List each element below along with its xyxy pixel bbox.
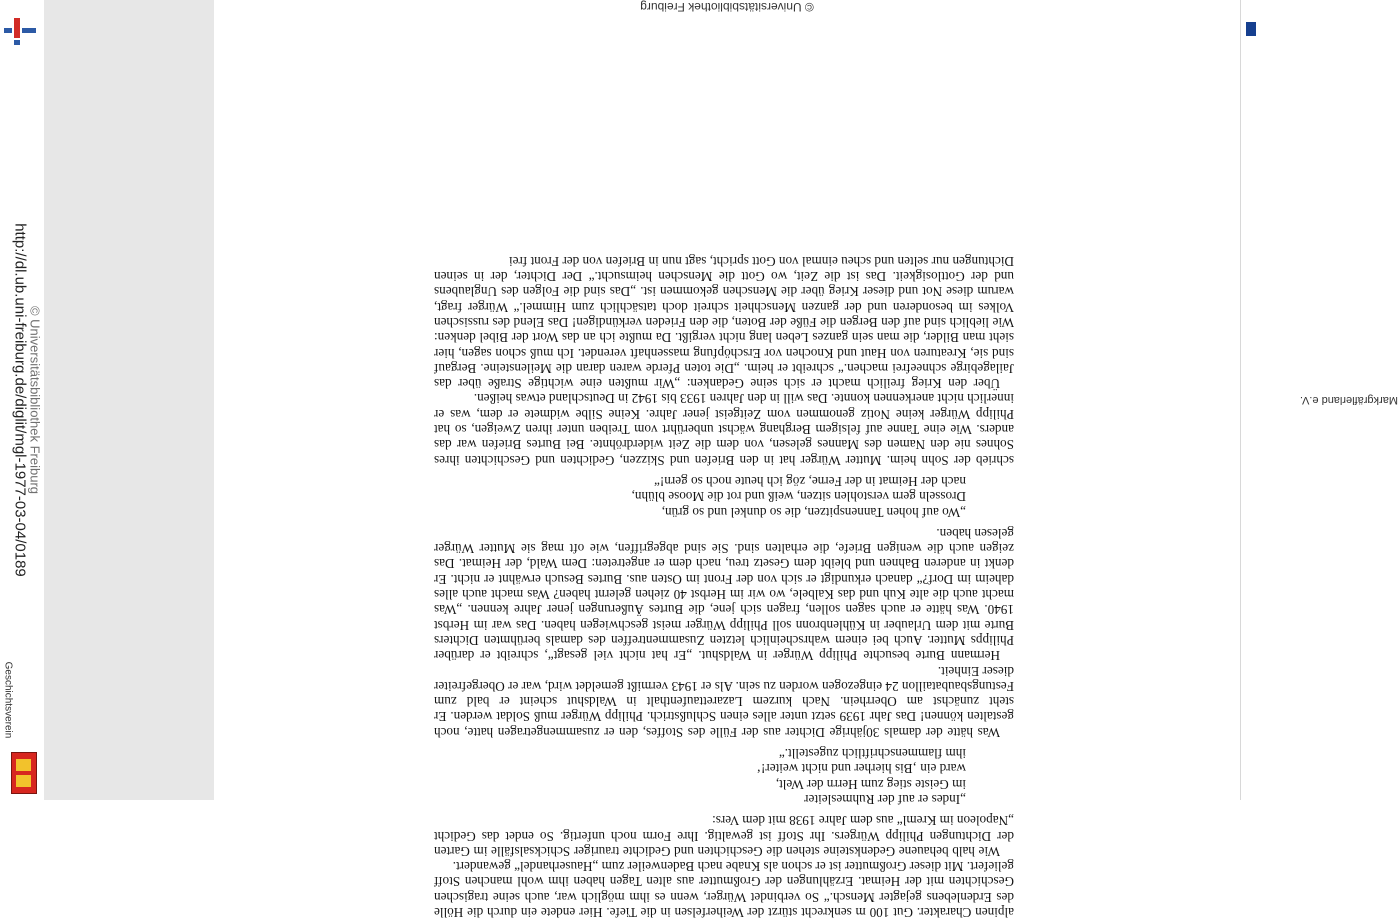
bookmark-marker-icon[interactable]: [1246, 22, 1256, 36]
verse-tannenspitzen: [434, 474, 966, 520]
verse-line: „Wo auf hohen Tannenspitzen, die so dunkel und so grün,: [661, 504, 966, 520]
society-label: Geschichtsverein: [2, 661, 14, 739]
paragraph: Wie halb behauene Gedenksteine stehen die Geschichten und Gedichte trauriger Schicksalsfälle im Garten der Dichtungen Philipp Würgers. Ihr Stoff ist gewaltig. Ihre Form noch unfertig. So endet das Gedicht „Napoleon im Kreml“ aus dem Jahre 1938 mit dem Vers:: [434, 813, 1014, 859]
society-crest-icon: [11, 752, 37, 794]
copyright-notice: © Universitätsbibliothek Freiburg: [27, 305, 43, 495]
verse-line: ward ein ‚Bis hierher und nicht weiter!‘: [756, 761, 966, 777]
verse-line: Drosseln gern verstohlen sitzen, weiß und rot die Moose blühn,: [631, 489, 966, 505]
verse-line: ihm flammenschriftlich zugestellt.“: [778, 746, 966, 762]
verse-line: nach der Heimat in der Ferne, zög ich heute noch so gern!“: [654, 473, 966, 489]
verse-line: „Indes er auf der Ruhmesleiter: [804, 791, 966, 807]
source-url[interactable]: http://dl.ub.uni-freiburg.de/diglit/mgl-1977-03-04/0189: [11, 223, 29, 577]
right-credit: Markgräflerland e.V.: [1299, 394, 1398, 406]
paragraph: Was hätte der damals 30jährige Dichter aus der Fülle des Stoffes, den er zusammengetragen hatte, noch gestalten können! Das Jahr 1939 setzt unter alles einen Schlußstrich. Philipp Würger muß Soldat werden. Er steht zunächst am Oberrhein. Nach kurzem Lazarettaufenthalt in Waldshut scheint er bald zum Festungsbaubataillon 24 eingezogen worden zu sein. Als er 1943 vermißt gemeldet wird, war er Obergefreiter dieser Einheit.: [434, 663, 1014, 740]
paragraph: Hermann Burte besuchte Philipp Würger in Waldshut. „Er hat nicht viel gesagt“, schreibt er darüber Philipps Mutter. Auch bei einem wahrscheinlich letzten Zusammentreffen des damals berühmten Dichters Burte mit dem Urlauber in Kühlenbronn soll Philipp Würger meist geschwiegen haben. Das war im Herbst 1940. Was hätte er auch sagen sollen, fragen sich jene, die Burtes Äußerungen jener Jahre kennen. „Was macht auch die alte Kuh und das Kalbele, wo wir im Herbst 40 ziehen gelernt haben? Was macht auch alles daheim im Dorf?“ danach erkundigt er sich von der Front im Osten aus. Burtes Besuch erwähnt er nicht. Er denkt in anderen Bahnen und bleibt dem Gesetz treu, nach dem er angetreten: Dem Wald, der Heimat. Das zeigen auch die wenigen Briefe, die erhalten sind. Sie sind abgegriffen, wie oft mag sie Mutter Würger gelesen haben.: [434, 525, 1014, 664]
paragraph: Über den Krieg freilich macht er sich seine Gedanken: „Wir mußten eine wichtige Straße über das Jailagebirge schneefrei machen.“ schreibt er heim. „Die toten Pferde waren daran die Meilensteine. Bergauf sind sie, Kreaturen von Haut und Knochen vor Erschöpfung massenhaft verendet. Ich muß schon sagen, hier sieht man Bilder, die man sein ganzes Leben lang nicht vergißt. Da mußte ich an das Wort der Bibel denken: Wie lieblich sind auf den Bergen die Füße der Boten, die den Frieden verkündigen! Das Elend des russischen Volkes im besonderen und der ganzen Menschheit schreit doch tatsächlich zum Himmel.“ Würger fragt, warum diese Not und dieser Krieg über die Menschen gekommen ist. „Das sind die Folgen des Unglaubens und der Gottlosigkeit. Das ist die Zeit, wo Gott die Menschen heimsucht.“ Der Dichter, der in seinen Dichtungen nur selten und scheu einmal von Gott spricht, sagt nun in Briefen von der Front frei: [434, 253, 1014, 392]
verse-napoleon: [434, 746, 966, 807]
verse-line: im Geiste stieg zum Herrn der Welt,: [775, 776, 966, 792]
page-binding-margin: [44, 0, 214, 800]
paragraph: alpinen Charakter. Gut 100 m senkrecht stürzt der Weiherfelsen in die Tiefe. Hier endete ein durch die Hölle des Erdenlebens gejagter Mensch.“ So verbindet Würger, wenn es ihm möglich war, auch seine tragischen Geschichten mit der Heimat. Erzählungen der Großmutter aus alten Tagen haben ihm wohl manchen Stoff geliefert. Mit dieser Großmutter ist er schon als Knabe nach Badenweiler zum „Hauserhandel“ gewandert.: [434, 859, 1014, 920]
top-credit: © Universitätsbibliothek Freiburg: [640, 0, 814, 14]
scanned-page: [214, 130, 1234, 920]
paragraph: schrieb der Sohn heim. Mutter Würger hat in den Briefen und Skizzen, Gedichten und Geschichten ihres Sohnes nie den Namen des Mannes gelesen, von dem die Zeit widerdröhnte. Bei Burtes Briefen war das anders. Wie eine Tanne auf felsigem Berghang wächst unberührt vom Treiben unter ihren Zweigen, so hat Philipp Würger keine Notiz genommen vom Zeitgeist jener Jahre. Keine Silbe widmete er dem, was er innerlich nicht anerkennen konnte. Das will in den Jahren 1933 bis 1942 in Deutschland etwas heißen.: [434, 391, 1014, 468]
page-text-block: [434, 0, 1014, 920]
